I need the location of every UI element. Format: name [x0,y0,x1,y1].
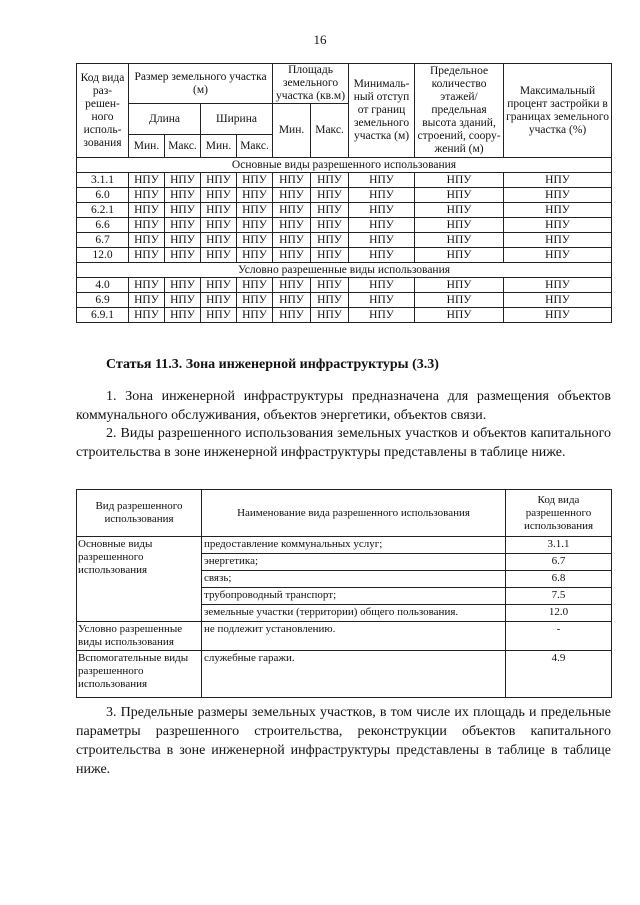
list-item-code: 6.8 [506,571,611,588]
cell: НПУ [504,293,612,308]
cell: НПУ [237,278,273,293]
row-code: 6.6 [77,218,129,233]
width-min-header: Мин. [201,135,237,158]
article-heading: Статья 11.3. Зона инженерной инфраструктуры (3.3) [106,357,439,372]
cell: НПУ [129,203,165,218]
cell: НПУ [311,248,349,263]
cell: НПУ [237,188,273,203]
col-size-header: Размер земельного участка (м) [129,64,273,104]
cell: НПУ [349,173,415,188]
section-title: Условно разрешенные виды использования [77,263,612,278]
cell: НПУ [273,248,311,263]
table-row [77,218,612,233]
paragraph-3: 3. Предельные размеры земельных участков, в том числе их площадь и предельные параметры разрешенного строительства, реконструкции объектов капитального строительства в зоне инженерной инфраструктуры представлены в таблице в таблице ниже. [76,705,611,777]
row-code: 12.0 [77,248,129,263]
cell: НПУ [504,248,612,263]
cell: НПУ [201,173,237,188]
cell: НПУ [349,218,415,233]
cell: НПУ [311,203,349,218]
col-code-header: Код вида раз-решен-ного исполь-зования [77,64,129,158]
cell: НПУ [273,188,311,203]
cell: НПУ [311,293,349,308]
list-item-code: 3.1.1 [506,537,611,554]
list-item-code: 12.0 [548,606,569,618]
row-code: 6.2.1 [77,203,129,218]
table-row [77,248,612,263]
cell: НПУ [237,293,273,308]
list-item: предоставление коммунальных услуг; [202,537,505,554]
cell: НПУ [165,308,201,323]
cell: НПУ [237,203,273,218]
width-header: Ширина [201,104,273,135]
cell: НПУ [504,308,612,323]
cell: НПУ [201,218,237,233]
cell: НПУ [273,203,311,218]
cell: НПУ [415,203,504,218]
cell: НПУ [129,293,165,308]
cell: НПУ [504,278,612,293]
cell: НПУ [311,233,349,248]
cell: НПУ [237,308,273,323]
cell: НПУ [349,203,415,218]
cell: НПУ [273,278,311,293]
table-row [77,308,612,323]
cell: НПУ [165,173,201,188]
group-header: Вид разрешенного использования [77,490,202,537]
cell: НПУ [311,173,349,188]
list-item-code: 6.7 [506,554,611,571]
table-row [77,188,612,203]
group-label: Основные виды разрешенного использования [77,537,202,622]
cell: НПУ [415,173,504,188]
length-max-header: Макс. [165,135,201,158]
list-item: связь; [202,571,505,588]
cell: НПУ [415,188,504,203]
group-label: Условно разрешенные виды использования [77,622,202,651]
col-floors-header: Предельное количество этажей/ предельная высота зданий, строений, соору-жений (м) [415,64,504,158]
cell: НПУ [311,308,349,323]
cell: НПУ [415,308,504,323]
cell: НПУ [201,308,237,323]
cell: НПУ [311,188,349,203]
cell: НПУ [165,293,201,308]
list-item: служебные гаражи. [202,651,506,698]
cell: НПУ [165,218,201,233]
cell: НПУ [349,233,415,248]
cell: НПУ [165,233,201,248]
cell: НПУ [201,233,237,248]
cell: НПУ [237,233,273,248]
list-item-code: 7.5 [506,588,611,605]
cell: НПУ [311,218,349,233]
page-number: 16 [313,32,327,47]
table-row [77,173,612,188]
cell: НПУ [504,233,612,248]
cell: НПУ [349,188,415,203]
cell: НПУ [349,293,415,308]
cell: НПУ [201,278,237,293]
col-coverage-header: Максимальный процент застройки в границах земельного участка (%) [504,64,612,158]
cell: НПУ [129,188,165,203]
cell: НПУ [273,308,311,323]
cell: НПУ [273,233,311,248]
permitted-use-table [76,489,612,698]
cell: НПУ [415,218,504,233]
list-item-code: - [506,622,612,651]
row-code: 3.1.1 [77,173,129,188]
cell: НПУ [349,308,415,323]
list-item: земельные участки (территории) общего пользования. [204,606,459,618]
length-min-header: Мин. [129,135,165,158]
code-header: Код вида разрешенного использования [506,490,612,537]
cell: НПУ [504,218,612,233]
list-item-code: 4.9 [506,651,612,698]
name-header: Наименование вида разрешенного использования [202,490,506,537]
cell: НПУ [415,248,504,263]
limits-table-1 [76,63,612,323]
group-codes [506,537,612,622]
cell: НПУ [415,293,504,308]
cell: НПУ [349,278,415,293]
cell: НПУ [129,278,165,293]
cell: НПУ [129,218,165,233]
cell: НПУ [504,173,612,188]
cell: НПУ [201,188,237,203]
cell: НПУ [129,308,165,323]
cell: НПУ [415,278,504,293]
cell: НПУ [165,188,201,203]
row-code: 4.0 [77,278,129,293]
cell: НПУ [237,248,273,263]
col-area-header: Площадь земельного участка (кв.м) [273,64,349,104]
length-header: Длина [129,104,201,135]
cell: НПУ [349,248,415,263]
group-label: Вспомогательные виды разрешенного использования [77,651,202,698]
area-min-header: Мин. [273,104,311,158]
group-items [202,537,506,622]
table-row [77,293,612,308]
cell: НПУ [165,203,201,218]
paragraph-2: 2. Виды разрешенного использования земельных участков и объектов капитального строительства в зоне инженерной инфраструктуры представлены в таблице ниже. [76,426,611,460]
table-row [77,233,612,248]
cell: НПУ [201,248,237,263]
cell: НПУ [129,248,165,263]
list-item: трубопроводный транспорт; [202,588,505,605]
list-item: энергетика; [202,554,505,571]
cell: НПУ [165,278,201,293]
cell: НПУ [165,248,201,263]
row-code: 6.9 [77,293,129,308]
table-row [77,203,612,218]
cell: НПУ [273,173,311,188]
table-row [77,278,612,293]
col-setback-header: Минималь-ный отступ от границ земельного участка (м) [349,64,415,158]
cell: НПУ [273,218,311,233]
list-item: не подлежит установлению. [202,622,506,651]
cell: НПУ [311,278,349,293]
row-code: 6.7 [77,233,129,248]
width-max-header: Макс. [237,135,273,158]
section-title: Основные виды разрешенного использования [77,158,612,173]
cell: НПУ [129,233,165,248]
cell: НПУ [201,203,237,218]
area-max-header: Макс. [311,104,349,158]
cell: НПУ [415,233,504,248]
row-code: 6.9.1 [77,308,129,323]
cell: НПУ [504,203,612,218]
cell: НПУ [201,293,237,308]
cell: НПУ [273,293,311,308]
paragraph-1: 1. Зона инженерной инфраструктуры предназначена для размещения объектов коммунального обслуживания, объектов энергетики, объектов связи. [76,389,611,423]
cell: НПУ [129,173,165,188]
row-code: 6.0 [77,188,129,203]
cell: НПУ [504,188,612,203]
cell: НПУ [237,173,273,188]
cell: НПУ [237,218,273,233]
